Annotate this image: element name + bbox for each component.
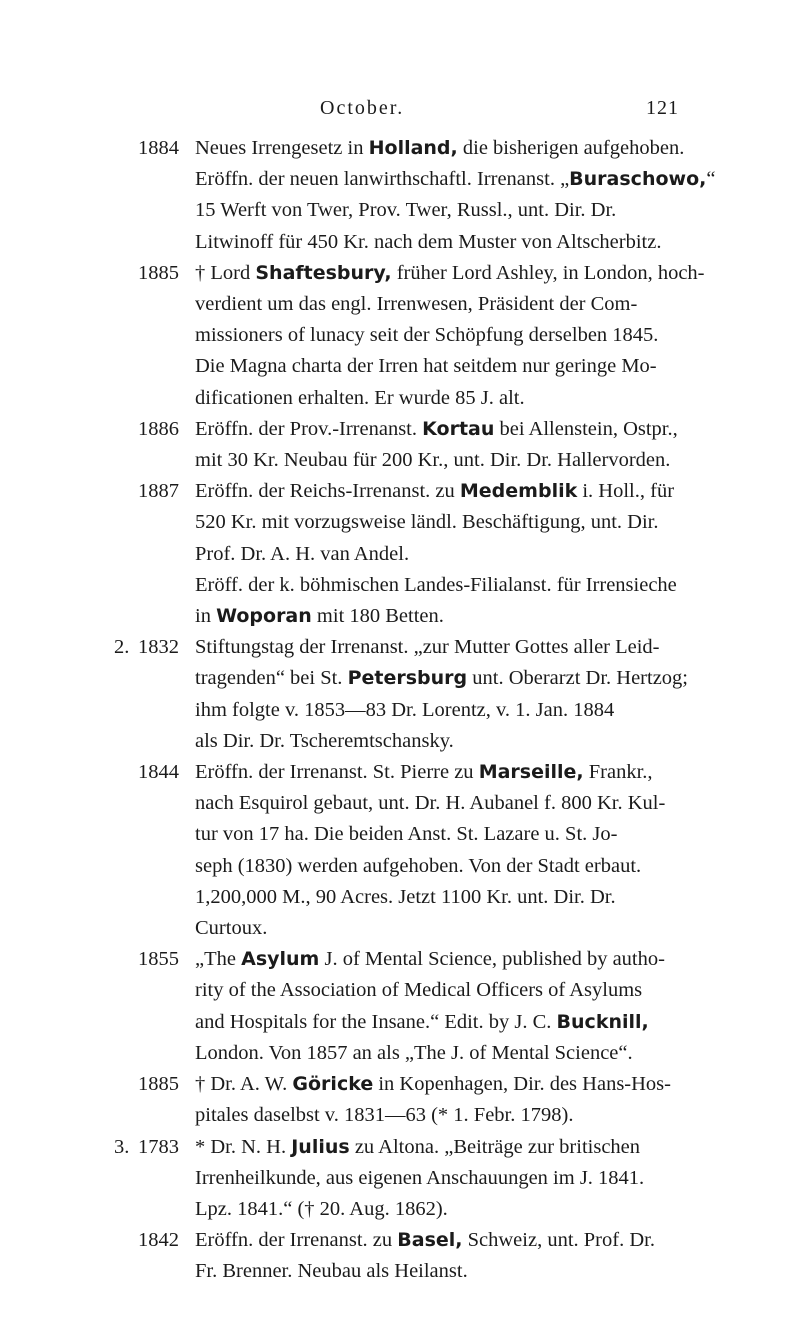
entry-line bbox=[0, 663, 800, 694]
place-or-person-name: Basel, bbox=[397, 1229, 463, 1252]
entry-text: Eröff. der k. böhmischen Landes-Filialanst. für Irrensieche bbox=[195, 573, 677, 596]
page-header bbox=[0, 97, 800, 127]
entry-line bbox=[0, 507, 800, 538]
place-or-person-name: Göricke bbox=[292, 1073, 374, 1096]
entry-line bbox=[0, 539, 800, 570]
entry-line bbox=[0, 882, 800, 913]
entry-text: zu Altona. „Beiträge zur britischen bbox=[349, 1135, 641, 1158]
entry-text: 15 Werft von Twer, Prov. Twer, Russl., unt. Dir. Dr. bbox=[195, 199, 617, 222]
entry-line bbox=[0, 227, 800, 258]
entry-text: nach Esquirol gebaut, unt. Dr. H. Aubanel f. 800 Kr. Kul- bbox=[195, 792, 666, 815]
entry-text: missioners of lunacy seit der Schöpfung derselben 1845. bbox=[195, 324, 659, 347]
day-number: 2. bbox=[114, 636, 130, 659]
entry-text: Die Magna charta der Irren hat seitdem nur geringe Mo- bbox=[195, 355, 657, 378]
entry-line bbox=[0, 975, 800, 1006]
entry-year: 1887 bbox=[138, 480, 179, 503]
entry-line bbox=[0, 944, 800, 975]
running-title: October. bbox=[320, 97, 405, 119]
entry-line bbox=[0, 601, 800, 632]
entry-text: unt. Oberarzt Dr. Hertzog; bbox=[467, 667, 688, 690]
entry-text: früher Lord Ashley, in London, hoch- bbox=[391, 261, 705, 284]
entry-text: Litwinoff für 450 Kr. nach dem Muster von Altscherbitz. bbox=[195, 230, 662, 253]
entry-line bbox=[0, 757, 800, 788]
entry-text: verdient um das engl. Irrenwesen, Präsident der Com- bbox=[195, 293, 638, 316]
entry-line bbox=[0, 1163, 800, 1194]
entry-line bbox=[0, 164, 800, 195]
entry-line bbox=[0, 1038, 800, 1069]
entry-text: † Lord bbox=[195, 261, 256, 284]
entry-line bbox=[0, 570, 800, 601]
entry-text: Eröffn. der Prov.-Irrenanst. bbox=[195, 417, 423, 440]
entry-text: mit 30 Kr. Neubau für 200 Kr., unt. Dir. Dr. Hallervorden. bbox=[195, 449, 671, 472]
chronicle-entry bbox=[0, 133, 800, 258]
place-or-person-name: Petersburg bbox=[347, 667, 468, 690]
entry-line bbox=[0, 788, 800, 819]
entry-text: dificationen erhalten. Er wurde 85 J. alt. bbox=[195, 386, 525, 409]
chronicle-entry bbox=[0, 944, 800, 1069]
entry-line bbox=[0, 445, 800, 476]
entry-text: Irrenheilkunde, aus eigenen Anschauungen im J. 1841. bbox=[195, 1166, 645, 1189]
entry-text: Frankr., bbox=[583, 761, 653, 784]
entry-text: pitales daselbst v. 1831—63 (* 1. Febr. 1798). bbox=[195, 1104, 574, 1127]
entry-text: ihm folgte v. 1853—83 Dr. Lorentz, v. 1. Jan. 1884 bbox=[195, 698, 615, 721]
place-or-person-name: Bucknill, bbox=[556, 1010, 649, 1033]
chronicle-entry bbox=[0, 1132, 800, 1226]
entry-year: 1885 bbox=[138, 1073, 179, 1096]
entry-text: bei Allenstein, Ostpr., bbox=[494, 417, 678, 440]
place-or-person-name: Asylum bbox=[241, 948, 320, 971]
entry-text: † Dr. A. W. bbox=[195, 1073, 293, 1096]
chronicle-entry bbox=[0, 476, 800, 632]
entry-text: als Dir. Dr. Tscheremtschansky. bbox=[195, 729, 454, 752]
entry-text: die bisherigen aufgehoben. bbox=[457, 137, 685, 159]
entry-line bbox=[0, 1007, 800, 1038]
entry-line bbox=[0, 726, 800, 757]
chronicle-entry bbox=[0, 258, 800, 414]
chronicle-entries bbox=[0, 133, 800, 1288]
entry-text: tragenden“ bei St. bbox=[195, 667, 348, 690]
entry-text: seph (1830) werden aufgehoben. Von der Stadt erbaut. bbox=[195, 854, 642, 877]
entry-line bbox=[0, 476, 800, 507]
entry-text: J. of Mental Science, published by autho- bbox=[319, 948, 665, 971]
entry-text: Eröffn. der Irrenanst. zu bbox=[195, 1229, 398, 1252]
entry-text: Schweiz, unt. Prof. Dr. bbox=[462, 1229, 655, 1252]
entry-text: Curtoux. bbox=[195, 917, 268, 940]
entry-line bbox=[0, 1225, 800, 1256]
entry-year: 1832 bbox=[138, 636, 179, 659]
chronicle-entry bbox=[0, 1225, 800, 1287]
entry-text: Prof. Dr. A. H. van Andel. bbox=[195, 542, 410, 565]
place-or-person-name: Julius bbox=[291, 1135, 350, 1158]
entry-year: 1885 bbox=[138, 261, 179, 284]
entry-text: Eröffn. der neuen lanwirthschaftl. Irrenanst. „ bbox=[195, 168, 570, 191]
entry-line bbox=[0, 1194, 800, 1225]
entry-text: Fr. Brenner. Neubau als Heilanst. bbox=[195, 1260, 468, 1283]
entry-text: Stiftungstag der Irrenanst. „zur Mutter Gottes aller Leid- bbox=[195, 636, 660, 659]
place-or-person-name: Holland, bbox=[368, 137, 458, 159]
chronicle-entry bbox=[0, 414, 800, 476]
day-number: 3. bbox=[114, 1135, 130, 1158]
entry-text: „The bbox=[195, 948, 242, 971]
entry-text: London. Von 1857 an als „The J. of Mental Science“. bbox=[195, 1041, 633, 1064]
page-number: 121 bbox=[646, 97, 679, 119]
entry-line bbox=[0, 320, 800, 351]
entry-year: 1886 bbox=[138, 417, 179, 440]
place-or-person-name: Buraschowo, bbox=[569, 168, 707, 191]
entry-text: Lpz. 1841.“ († 20. Aug. 1862). bbox=[195, 1197, 448, 1220]
entry-year: 1842 bbox=[138, 1229, 179, 1252]
entry-line bbox=[0, 913, 800, 944]
entry-year: 1884 bbox=[138, 137, 179, 159]
entry-line bbox=[0, 1256, 800, 1287]
entry-year: 1783 bbox=[138, 1135, 179, 1158]
entry-line bbox=[0, 1100, 800, 1131]
entry-text: Eröffn. der Irrenanst. St. Pierre zu bbox=[195, 761, 479, 784]
entry-text: “ bbox=[706, 168, 716, 191]
entry-line bbox=[0, 133, 800, 164]
entry-line bbox=[0, 414, 800, 445]
chronicle-entry bbox=[0, 632, 800, 757]
place-or-person-name: Kortau bbox=[422, 417, 495, 440]
place-or-person-name: Marseille, bbox=[478, 761, 584, 784]
entry-line bbox=[0, 695, 800, 726]
entry-text: mit 180 Betten. bbox=[311, 605, 444, 628]
entry-text: Eröffn. der Reichs-Irrenanst. zu bbox=[195, 480, 460, 503]
entry-text: Neues Irrengesetz in bbox=[195, 137, 369, 159]
place-or-person-name: Medemblik bbox=[459, 480, 578, 503]
entry-line bbox=[0, 258, 800, 289]
entry-year: 1844 bbox=[138, 761, 179, 784]
entry-text: * Dr. N. H. bbox=[195, 1135, 292, 1158]
entry-year: 1855 bbox=[138, 948, 179, 971]
entry-text: 1,200,000 M., 90 Acres. Jetzt 1100 Kr. unt. Dir. Dr. bbox=[195, 885, 616, 908]
entry-line bbox=[0, 351, 800, 382]
entry-text: i. Holl., für bbox=[577, 480, 675, 503]
entry-line bbox=[0, 1069, 800, 1100]
place-or-person-name: Shaftesbury, bbox=[255, 261, 392, 284]
entry-text: tur von 17 ha. Die beiden Anst. St. Lazare u. St. Jo- bbox=[195, 823, 618, 846]
place-or-person-name: Woporan bbox=[216, 605, 312, 628]
entry-text: in Kopenhagen, Dir. des Hans-Hos- bbox=[373, 1073, 671, 1096]
entry-line bbox=[0, 289, 800, 320]
entry-line bbox=[0, 195, 800, 226]
entry-text: rity of the Association of Medical Officers of Asylums bbox=[195, 979, 643, 1002]
chronicle-entry bbox=[0, 1069, 800, 1131]
entry-text: 520 Kr. mit vorzugsweise ländl. Beschäftigung, unt. Dir. bbox=[195, 511, 659, 534]
entry-text: and Hospitals for the Insane.“ Edit. by J. C. bbox=[195, 1010, 557, 1033]
entry-line bbox=[0, 851, 800, 882]
entry-text: in bbox=[195, 605, 217, 628]
entry-line bbox=[0, 819, 800, 850]
chronicle-entry bbox=[0, 757, 800, 944]
entry-line bbox=[0, 383, 800, 414]
